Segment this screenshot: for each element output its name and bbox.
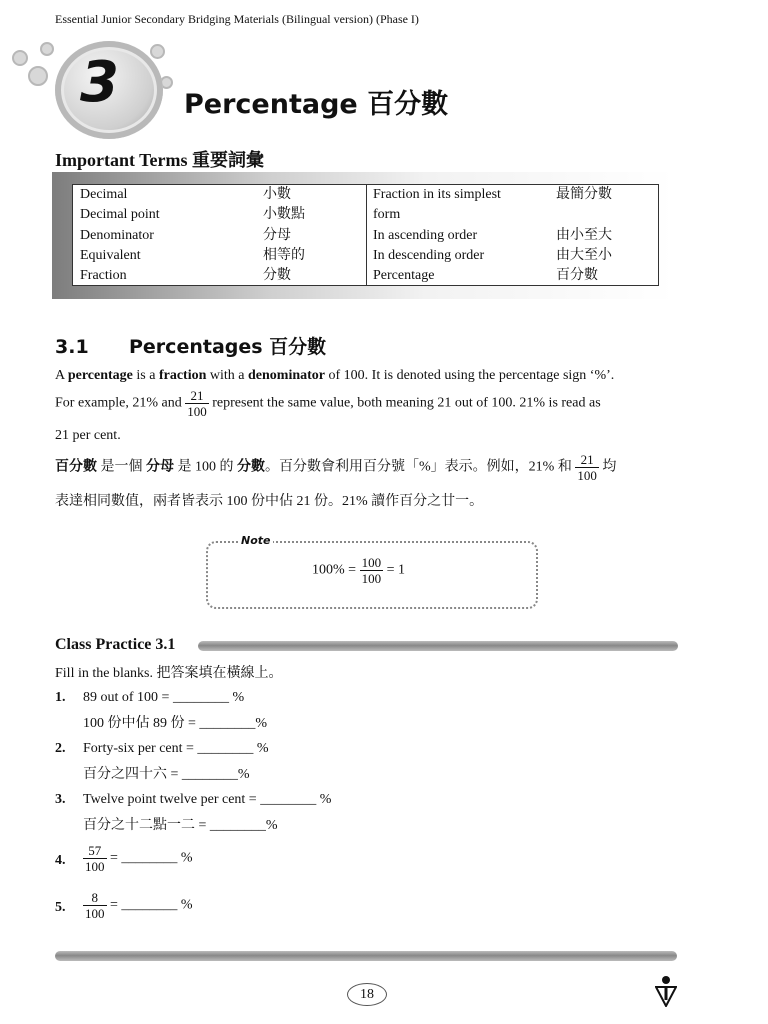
- text: of 100. It is denoted using the percentage sign ‘%’.: [325, 368, 615, 383]
- denominator: 100: [85, 906, 105, 921]
- term: form: [373, 207, 401, 223]
- question-english: Forty-six per cent = ________ %: [83, 741, 269, 756]
- question-chinese: 百分之四十六 = ________%: [83, 767, 250, 782]
- numerator: 57: [88, 843, 102, 858]
- question-blank: = ________ %: [110, 897, 193, 913]
- term: Equivalent: [80, 247, 141, 263]
- section-number: 3.1: [55, 336, 89, 358]
- chapter-number: 3: [80, 50, 119, 115]
- text: 均: [602, 459, 617, 475]
- term-zh: 由小至大: [556, 227, 612, 243]
- decorative-bubble: [28, 66, 48, 86]
- text: 是 100 的: [174, 459, 237, 475]
- terms-left-english: [80, 185, 160, 286]
- section-title: Percentages 百分數: [129, 336, 327, 358]
- question-3: [55, 792, 655, 836]
- term: Decimal point: [80, 207, 160, 223]
- numerator: 8: [91, 890, 98, 905]
- text: with a: [206, 368, 249, 383]
- question-chinese: 百分之十二點一二 = ________%: [83, 818, 278, 833]
- keyword-zh: 分母: [146, 459, 174, 475]
- note-box: [206, 534, 538, 609]
- numerator: 100: [361, 555, 382, 570]
- term-zh: [556, 205, 612, 225]
- keyword-fraction: fraction: [158, 368, 207, 383]
- term: Fraction: [80, 268, 127, 284]
- note-label: Note: [238, 534, 273, 547]
- question-number: 2.: [55, 741, 66, 756]
- fraction-100-100: [360, 555, 384, 586]
- term: Percentage: [373, 268, 435, 284]
- terms-left-chinese: [263, 185, 305, 286]
- class-practice-title: Class Practice 3.1: [55, 636, 176, 653]
- terms-right-english: [373, 185, 501, 286]
- section-heading: [55, 332, 326, 359]
- example-line: [55, 388, 601, 419]
- bottom-divider: [55, 951, 677, 961]
- term-zh: 小數點: [263, 207, 305, 223]
- fraction-57-100: [83, 843, 107, 874]
- term-zh: 相等的: [263, 247, 305, 263]
- chinese-paragraph-line2: 表達相同數值，兩者皆表示 100 份中佔 21 份。21% 讀作百分之廿一。: [55, 494, 484, 509]
- term: Fraction in its simplest: [373, 187, 501, 202]
- table-divider: [366, 185, 367, 285]
- term-zh: 分數: [263, 268, 291, 284]
- text: For example, 21% and: [55, 395, 182, 411]
- denominator: 100: [577, 468, 597, 483]
- chapter-title: Percentage 百分數: [184, 89, 449, 120]
- keyword-percentage: percentage: [67, 368, 133, 383]
- term-zh: 由大至小: [556, 247, 612, 263]
- question-1: [55, 690, 655, 734]
- denominator: 100: [187, 404, 207, 419]
- term-zh: 分母: [263, 227, 291, 243]
- question-number: 4.: [55, 853, 66, 868]
- important-terms-box: [52, 172, 674, 299]
- keyword-denominator: denominator: [248, 368, 326, 383]
- fraction-21-100: [575, 452, 599, 483]
- question-chinese: 100 份中佔 89 份 = ________%: [83, 716, 268, 731]
- question-number: 5.: [55, 900, 66, 915]
- decorative-bubble: [40, 42, 54, 56]
- important-terms-heading: Important Terms 重要詞彙: [55, 150, 265, 170]
- denominator: 100: [361, 571, 382, 586]
- question-english: Twelve point twelve per cent = ________ %: [83, 792, 332, 807]
- text: 是一個: [97, 459, 146, 475]
- text: represent the same value, both meaning 21 out of 100. 21% is read as: [212, 395, 601, 411]
- practice-instruction: Fill in the blanks. 把答案填在橫線上。: [55, 666, 283, 681]
- numerator: 21: [190, 388, 204, 403]
- text: 100% =: [312, 562, 357, 578]
- question-5: [55, 890, 655, 930]
- question-number: 1.: [55, 690, 66, 705]
- question-english: 89 out of 100 = ________ %: [83, 690, 245, 705]
- denominator: 100: [85, 859, 105, 874]
- question-blank: = ________ %: [110, 850, 193, 866]
- important-terms-table: [72, 184, 659, 286]
- term-zh: 小數: [263, 187, 291, 202]
- fraction-21-100: [185, 388, 209, 419]
- text: is a: [132, 368, 159, 383]
- keyword-zh: 分數: [237, 459, 265, 475]
- chinese-paragraph-line1: [55, 452, 616, 483]
- terms-right-chinese: [556, 185, 612, 286]
- text: 。百分數會利用百分號「%」表示。例如，21% 和: [265, 459, 572, 475]
- decorative-bubble: [150, 44, 165, 59]
- term-zh: 百分數: [556, 268, 598, 284]
- numerator: 21: [580, 452, 594, 467]
- text: A: [55, 368, 68, 383]
- question-number: 3.: [55, 792, 66, 807]
- term: In descending order: [373, 247, 485, 263]
- term: In ascending order: [373, 227, 478, 243]
- corner-logo-icon: [655, 975, 677, 1007]
- note-equation: [312, 555, 405, 586]
- definition-paragraph: [55, 368, 614, 384]
- example-line-end: 21 per cent.: [55, 428, 121, 443]
- question-4: [55, 843, 655, 883]
- section-divider: [198, 641, 678, 651]
- question-2: [55, 741, 655, 785]
- keyword-zh: 百分數: [55, 459, 97, 475]
- decorative-bubble: [12, 50, 28, 66]
- series-header: Essential Junior Secondary Bridging Materials (Bilingual version) (Phase I): [55, 12, 419, 26]
- text: = 1: [386, 562, 405, 578]
- fraction-8-100: [83, 890, 107, 921]
- page-number: 18: [347, 983, 387, 1006]
- chapter-badge: [10, 36, 180, 141]
- term: Decimal: [80, 187, 128, 202]
- term-zh: 最簡分數: [556, 187, 612, 202]
- term: Denominator: [80, 227, 154, 243]
